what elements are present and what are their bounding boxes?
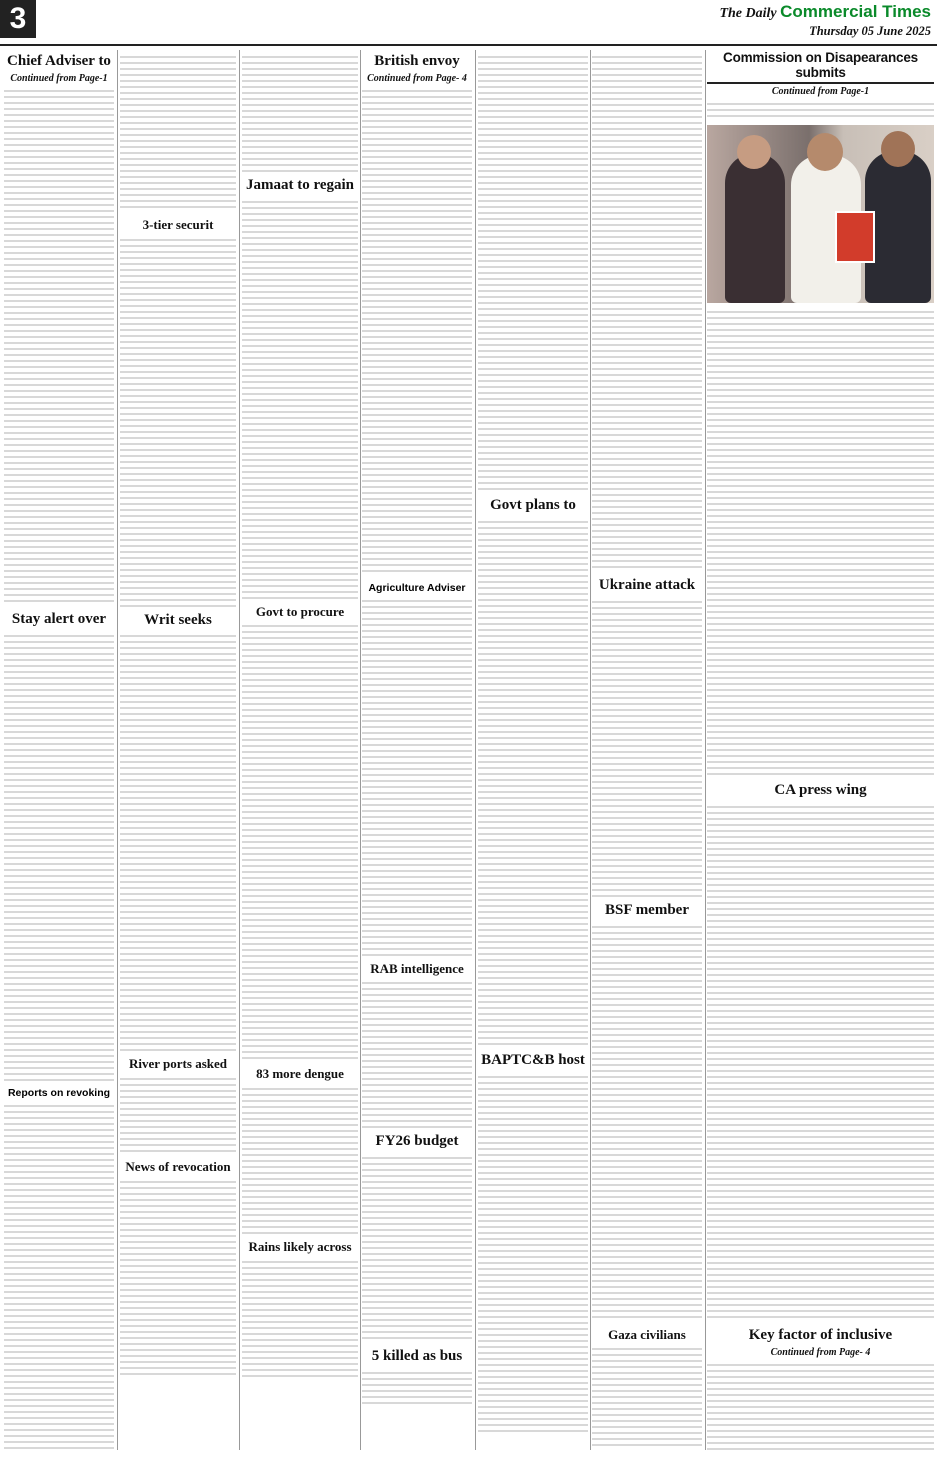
continued-label: Continued from Page-1 [10, 72, 108, 84]
headline: River ports asked [129, 1056, 227, 1072]
headline: Chief Adviser to [7, 53, 111, 69]
article-text-block [592, 52, 702, 572]
article-text-block [362, 86, 472, 576]
article-text-block [707, 802, 934, 1322]
headline: RAB intelligence [370, 960, 464, 976]
article-text-block [707, 99, 934, 119]
column-1 [4, 50, 114, 1450]
headline: 5 killed as bus [371, 1348, 463, 1365]
article-text-block [4, 631, 114, 1081]
article-text-block [478, 517, 588, 1047]
headline: Govt to procure [255, 603, 345, 619]
subheadline: Agriculture Adviser [368, 581, 466, 594]
person-figure [725, 153, 785, 303]
article-text-block [120, 52, 236, 212]
person-head [807, 133, 843, 171]
headline: British envoy [374, 53, 460, 69]
issue-date: Thursday 05 June 2025 [809, 24, 931, 38]
paper-prefix: The Daily [719, 6, 777, 21]
article-text-block [242, 621, 358, 1061]
headline: Ukraine attack [598, 577, 696, 593]
headline: Govt plans to [490, 497, 576, 513]
headline: CA press wing [774, 782, 867, 798]
page-number: 3 [0, 0, 36, 38]
article-text-block [592, 597, 702, 897]
paper-name: Commercial Times [780, 2, 931, 21]
headline: 3-tier securit [142, 217, 214, 232]
column-divider [117, 50, 118, 1450]
article-text-block [120, 631, 236, 1051]
continued-label: Continued from Page-1 [771, 86, 870, 97]
headline: Stay alert over [11, 610, 107, 627]
article-text-block [4, 1101, 114, 1451]
article-text-block [242, 197, 358, 599]
headline: Gaza civilians [608, 1326, 686, 1342]
headline: Rains likely across [248, 1239, 352, 1255]
person-head [881, 131, 915, 167]
subheadline: Reports on revoking [7, 1086, 111, 1099]
article-text-block [592, 1344, 702, 1450]
article-text-block [478, 1072, 588, 1432]
article-text-block [120, 235, 236, 607]
article-text-block [4, 86, 114, 606]
article-text-block [362, 978, 472, 1128]
headline: BSF member [604, 901, 689, 918]
article-text-block [242, 1084, 358, 1234]
headline: BAPTC&B host [481, 1051, 585, 1068]
article-text-block [478, 52, 588, 492]
headline: Key factor of inclusive [748, 1326, 893, 1343]
continued-label: Continued from Page- 4 [367, 72, 467, 84]
article-text-block [120, 1074, 236, 1154]
headline: 83 more dengue [256, 1066, 344, 1082]
headline: FY26 budget [375, 1133, 459, 1150]
column-divider [590, 50, 591, 1450]
column-divider [360, 50, 361, 1450]
person-head [737, 135, 771, 169]
article-text-block [362, 1368, 472, 1408]
article-text-block [242, 52, 358, 172]
column-2 [120, 50, 236, 1450]
article-text-block [592, 922, 702, 1322]
article-text-block [707, 1360, 934, 1451]
headline: Writ seeks [144, 611, 212, 628]
article-text-block [242, 1257, 358, 1377]
column-divider [705, 50, 706, 1450]
article-text-block [707, 307, 934, 777]
column-7 [707, 50, 934, 1450]
banner-headline: Commission on Disapearances submits [707, 50, 934, 84]
report-document [835, 211, 875, 263]
news-photo [707, 125, 934, 303]
continued-label: Continued from Page- 4 [770, 1346, 871, 1358]
column-4 [362, 50, 472, 1450]
column-divider [475, 50, 476, 1450]
header-rule [0, 44, 937, 46]
column-6 [592, 50, 702, 1450]
article-text-block [120, 1177, 236, 1377]
masthead [719, 2, 931, 39]
column-3 [242, 50, 358, 1450]
column-5 [478, 50, 588, 1450]
article-text-block [362, 596, 472, 956]
paper-title [719, 2, 931, 22]
headline: Jamaat to regain [245, 177, 355, 193]
article-text-block [362, 1153, 472, 1343]
column-divider [239, 50, 240, 1450]
headline: News of revocation [125, 1159, 231, 1175]
